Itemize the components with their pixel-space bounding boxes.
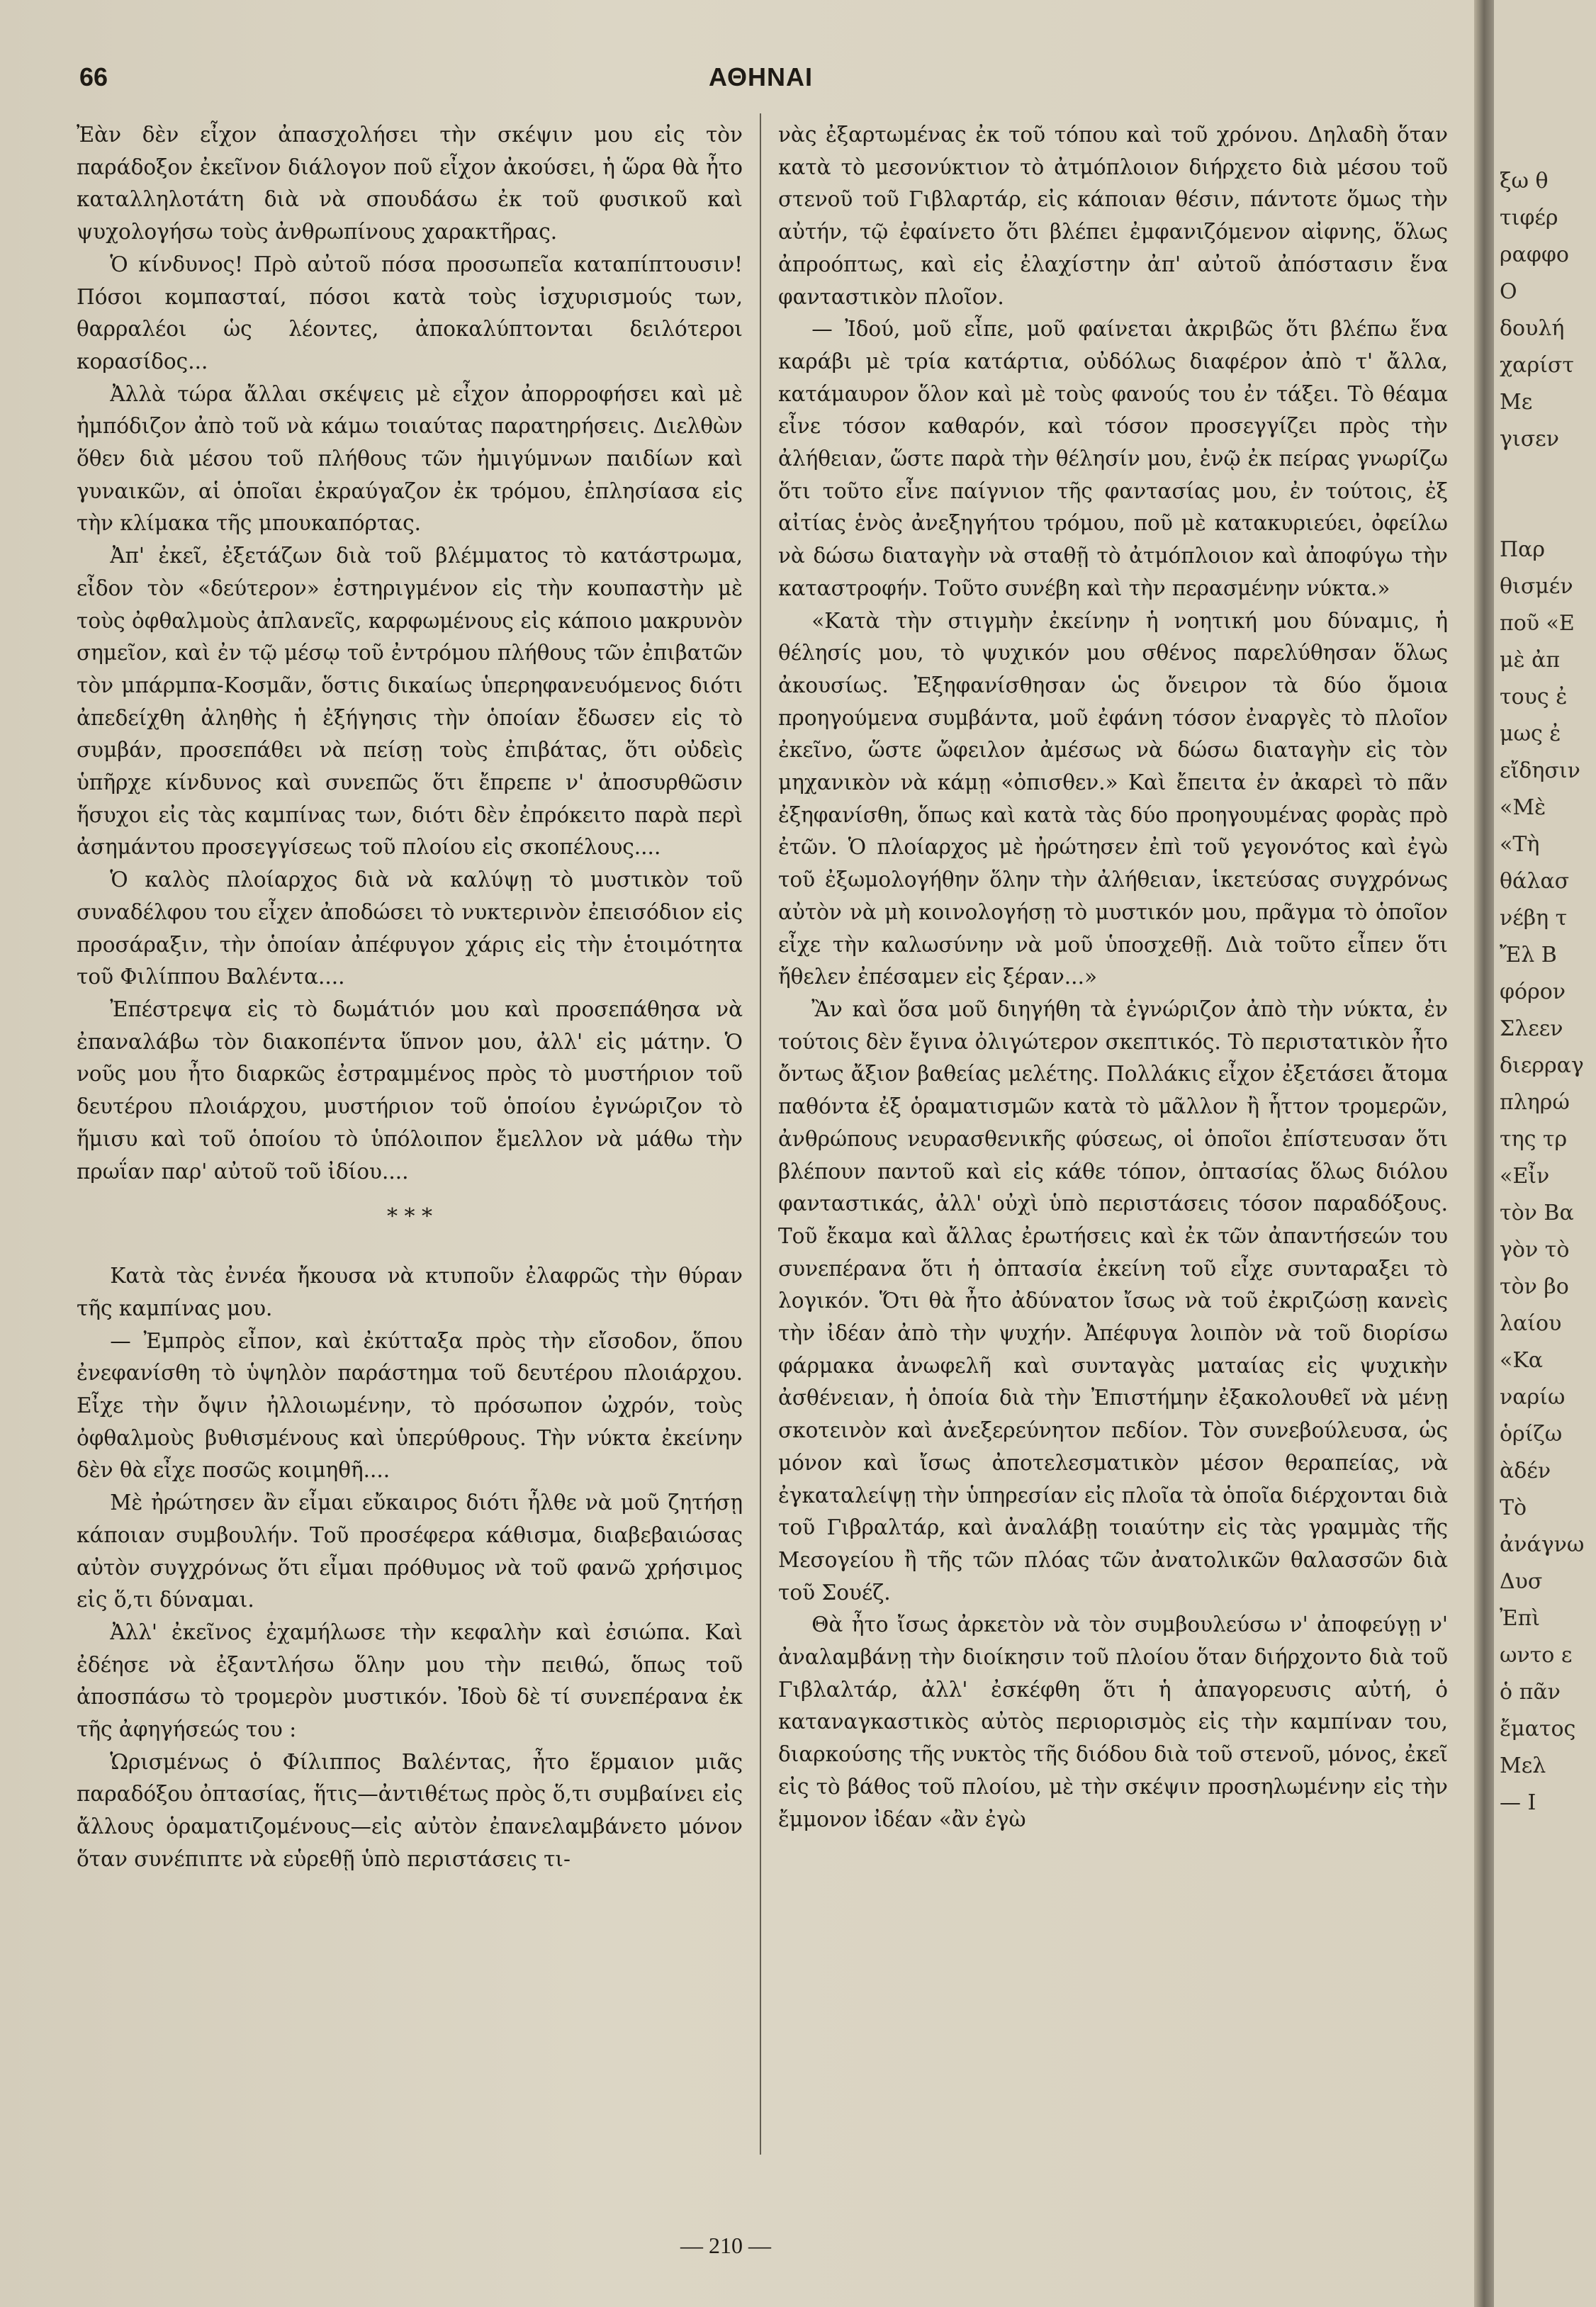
section-break-asterism: * * * — [386, 1204, 433, 1230]
page-number: 66 — [79, 62, 108, 91]
right-column — [778, 119, 1448, 1836]
adjacent-page-line: ὁρίζω — [1500, 1422, 1563, 1447]
adjacent-page-line: ναρίω — [1500, 1385, 1566, 1410]
adjacent-page-line: — Ι — [1500, 1790, 1536, 1815]
adjacent-page-line: γὸν τὸ — [1500, 1237, 1570, 1262]
adjacent-page-line: ὰδέν — [1500, 1459, 1551, 1483]
adjacent-page-line: ὁ πᾶν — [1500, 1680, 1561, 1705]
adjacent-page-line: διερραγ — [1500, 1053, 1584, 1078]
adjacent-page-line: Ἐπὶ — [1500, 1606, 1541, 1631]
paragraph: Ἐὰν δὲν εἶχον ἀπασχολήσει τὴν σκέψιν μου εἰς τὸν παράδοξον ἐκεῖνον διάλογον ποῦ εἶχον ἀκούσει, ἡ ὥρα θὰ ἦτο καταλληλοτάτη διὰ νὰ σπουδάσω ἐκ τοῦ φυσικοῦ καὶ ψυχολογήσω τοὺς ἀνθρωπίνους χαρακτῆρας. — [77, 123, 743, 245]
paragraph: Κατὰ τὰς ἐννέα ἤκουσα νὰ κτυποῦν ἐλαφρῶς τὴν θύραν τῆς καμπίνας μου. — [77, 1264, 743, 1320]
adjacent-page-line: μως ἐ — [1500, 722, 1561, 746]
adjacent-page-line: θάλασ — [1500, 869, 1570, 894]
adjacent-page-line: Σλεεν — [1500, 1016, 1563, 1041]
paragraph: Ὁ καλὸς πλοίαρχος διὰ νὰ καλύψῃ τὸ μυστικὸν τοῦ συναδέλφου του εἶχεν ἀποδώσει τὸ νυκτερινὸν ἐπεισόδιον εἰς προσάραξιν, τὴν ὁποίαν ἀπέφυγον χάρις εἰς τὴν ἑτοιμότητα τοῦ Φιλίππου Βαλέντα.... — [77, 868, 743, 989]
adjacent-page-line: νέβη τ — [1500, 906, 1568, 931]
adjacent-page-line: της τρ — [1500, 1127, 1568, 1152]
running-head: ΑΘΗΝΑΙ — [709, 62, 814, 91]
adjacent-page-line: ξω θ — [1500, 169, 1549, 193]
column-divider — [760, 113, 761, 2155]
adjacent-page-line: ποῦ «Ε — [1500, 611, 1575, 636]
adjacent-page-line: ωντο ε — [1500, 1643, 1573, 1668]
adjacent-page-line: «Εἶν — [1500, 1164, 1550, 1189]
adjacent-page-line: δουλή — [1500, 316, 1565, 341]
paragraph: Ἂν καὶ ὅσα μοῦ διηγήθη τὰ ἐγνώριζον ἀπὸ τὴν νύκτα, ἐν τούτοις δὲν ἔγινα ὀλιγώτερον σκεπτικός. Τὸ περιστατικὸν ἦτο ὄντως ἄξιον βαθείας μελέτης. Πολλάκις εἶχον ἐξετάσει ἄτομα παθόντα ἐξ ὁραματισμῶν κατὰ τὸ μᾶλλον ἢ ἧττον τρομερῶν, ἀνθρώπους νευρασθενικῆς φύσεως, οἱ ὁποῖοι ἐπίστευσαν ὅτι βλέπουν παντοῦ καὶ εἰς κάθε τόπον, ὀπτασίας ὅλως διόλου φανταστικάς, ἀλλ' οὐχὶ ὑπὸ περιστάσεις τόσον παραδόξους. Τοῦ ἔκαμα καὶ ἄλλας ἐρωτήσεις καὶ ἐκ τῶν ἀπαντήσεών του συνεπέρανα ὅτι ἡ ὀπτασία ἐκείνη τοῦ εἶχε συνταραξει τὸ λογικόν. Ὅτι θὰ ἦτο ἀδύνατον ἴσως νὰ τοῦ ἐκριζώσῃ κανεὶς τὴν ἰδέαν ἀπὸ τὴν ψυχήν. Ἀπέφυγα λοιπὸν νὰ τοῦ διορίσω φάρμακα ἀνωφελῆ καὶ συνταγὰς ματαίας εἰς ψυχικὴν ἀσθένειαν, ἡ ὁποία διὰ τὴν Ἐπιστήμην ἐξακολουθεῖ νὰ μένῃ σκοτεινὸν καὶ ἀνεξερεύνητον πεδίον. Τὸν συνεβούλευσα, ὡς μόνον καὶ ἴσως ἀποτελεσματικὸν μέσον θεραπείας, νὰ ἐγκαταλείψῃ τὴν ὑπηρεσίαν εἰς πλοῖα τὰ ὁποῖα διέρχονται διὰ τοῦ Γιβραλτάρ, καὶ ἀναλάβῃ τοιαύτην εἰς τὰς γραμμὰς τῆς Μεσογείου ἢ τῆς τῶν πλόας τῶν ἀνατολικῶν θαλασσῶν διὰ τοῦ Σουέζ. — [778, 997, 1448, 1605]
adjacent-page-line — [1494, 458, 1596, 495]
adjacent-page-line: «Τὴ — [1500, 832, 1540, 857]
adjacent-page-line: Δυσ — [1500, 1569, 1543, 1594]
book-gutter — [1474, 0, 1494, 2307]
adjacent-page-line: γισεν — [1500, 427, 1559, 451]
adjacent-page-line: λαίου — [1500, 1311, 1562, 1336]
adjacent-page-edge — [1494, 0, 1596, 2307]
adjacent-page-line: ἔματος — [1500, 1717, 1576, 1741]
left-column — [77, 119, 743, 1876]
paragraph: Ἀλλὰ τώρα ἄλλαι σκέψεις μὲ εἶχον ἀπορροφήσει καὶ μὲ ἠμπόδιζον ἀπὸ τοῦ νὰ κάμω τοιαύτας παρατηρήσεις. Διελθὼν ὅθεν διὰ μέσου τοῦ πλήθους τῶν ἠμιγύμνων παιδίων καὶ γυναικῶν, αἱ ὁποῖαι ἐκραύγαζον ἐκ τρόμου, ἐπλησίασα εἰς τὴν κλίμακα τῆς μπουκαπόρτας. — [77, 381, 743, 536]
adjacent-page-line: Ο — [1500, 279, 1517, 304]
adjacent-page-line: Μελ — [1500, 1753, 1546, 1778]
paragraph: Ὡρισμένως ὁ Φίλιππος Βαλέντας, ἦτο ἕρμαιον μιᾶς παραδόξου ὀπτασίας, ἥτις—ἀντιθέτως πρὸς ὅ,τι συμβαίνει εἰς ἄλλους ὁραματιζομένους—εἰς αὐτὸν ἐπανελαμβάνετο μόνον ὅταν συνέπιπτε νὰ εὑρεθῇ ὑπὸ περιστάσεις τι- — [77, 1749, 743, 1871]
adjacent-page-line — [1494, 495, 1596, 532]
adjacent-page-line: θισμέν — [1500, 574, 1573, 599]
paragraph: Ἐπέστρεψα εἰς τὸ δωμάτιόν μου καὶ προσεπάθησα νὰ ἐπαναλάβω τὸν διακοπέντα ὕπνον μου, ἀλλ' εἰς μάτην. Ὁ νοῦς μου ἦτο διαρκῶς ἐστραμμένος πρὸς τὸ μυστήριον τοῦ δευτέρου πλοιάρχου, μυστήριον τοῦ ὁποίου ἐγνώριζον τὸ ἥμισυ καὶ τοῦ ὁποίου τὸ ὑπόλοιπον ἔμελλον νὰ μάθω τὴν πρωΐαν παρ' αὐτοῦ τοῦ ἰδίου.... — [77, 997, 743, 1184]
adjacent-page-line: Ἔλ Β — [1500, 943, 1557, 967]
adjacent-page-line: ἀνάγνω — [1500, 1532, 1585, 1557]
adjacent-page-line: «Μὲ — [1500, 795, 1546, 820]
adjacent-page-line: τὸν βο — [1500, 1274, 1569, 1299]
adjacent-page-line: Παρ — [1500, 537, 1546, 562]
paragraph: — Ἐμπρὸς εἶπον, καὶ ἐκύτταξα πρὸς τὴν εἴσοδον, ὅπου ἐνεφανίσθη τὸ ὑψηλὸν παράστημα τοῦ δευτέρου πλοιάρχου. Εἶχε τὴν ὄψιν ἠλλοιωμένην, τὸ πρόσωπον ὠχρόν, τοὺς ὀφθαλμοὺς βυθισμένους καὶ ὑπερύθρους. Τὴν νύκτα ἐκείνην δὲν θὰ εἶχε ποσῶς κοιμηθῆ.... — [77, 1328, 743, 1483]
paragraph: Ἀλλ' ἐκεῖνος ἐχαμήλωσε τὴν κεφαλὴν καὶ ἐσιώπα. Καὶ ἐδέησε νὰ ἐξαντλήσω ὅλην μου τὴν πειθώ, ὅπως τοῦ ἀποσπάσω τὸ τρομερὸν μυστικόν. Ἰδοὺ δὲ τί συνεπέρανα ἐκ τῆς ἀφηγήσεώς του : — [77, 1620, 743, 1742]
adjacent-page-line: εἴδησιν — [1500, 758, 1580, 783]
paragraph: Θὰ ἦτο ἴσως ἀρκετὸν νὰ τὸν συμβουλεύσω ν' ἀποφεύγῃ ν' ἀναλαμβάνῃ τὴν διοίκησιν τοῦ πλοίου ὅταν διήρχοντο διὰ τοῦ Γιβλαλτάρ, ἀλλ' ἐσκέφθη ὅτι ἡ ἀπαγορευσις αὐτή, ὁ καταναγκαστικὸς αὐτὸς περιορισμὸς εἰς τὴν καμπίναν του, διαρκούσης τῆς νυκτὸς τῆς διόδου διὰ τοῦ στενοῦ, μόνος, ἐκεῖ εἰς τὸ βάθος τοῦ πλοίου, μὲ τὴν σκέψιν προσηλωμένην εἰς τὴν ἔμμονον ἰδέαν «ἂν ἐγὼ — [778, 1612, 1448, 1831]
adjacent-page-line: πληρώ — [1500, 1090, 1570, 1115]
adjacent-page-line: ραφφο — [1500, 242, 1569, 267]
page-folio: — 210 — — [680, 2233, 771, 2258]
paragraph: «Κατὰ τὴν στιγμὴν ἐκείνην ἡ νοητική μου δύναμις, ἡ θέλησίς μου, τὸ ψυχικόν μου σθένος παρελύθησαν ὅλως ἀκουσίως. Ἐξηφανίσθησαν ὡς ὄνειρον τὰ δύο ὅμοια προηγούμενα συμβάντα, μοῦ ἐφάνη τόσον ἐναργὲς τὸ πλοῖον ἐκεῖνο, ὥστε ὤφειλον ἀμέσως νὰ δώσω διαταγὴν εἰς τὸν μηχανικὸν νὰ κάμῃ «ὀπισθεν.» Καὶ ἔπειτα ἐν ἀκαρεὶ τὸ πᾶν ἐξηφανίσθη, ὅπως καὶ κατὰ τὰς δύο προηγουμένας φορὰς πρὸ ἐτῶν. Ὁ πλοίαρχος μὲ ἠρώτησεν ἐπὶ τοῦ γεγονότος καὶ ἐγὼ τοῦ ἐξωμολογήθην ὅλην τὴν ἀλήθειαν, ἱκετεύσας συγχρόνως αὐτὸν νὰ μὴ κοινολογήσῃ τὸ μυστικόν μου, πρᾶγμα τὸ ὁποῖον εἶχε τὴν καλωσύνην νὰ μοῦ ὑποσχεθῇ. Διὰ τοῦτο εἶπεν ὅτι ἤθελεν ἐπέσαμεν εἰς ξέραν...» — [778, 608, 1448, 989]
adjacent-page-line: χαρίστ — [1500, 353, 1574, 378]
paragraph: νὰς ἐξαρτωμένας ἐκ τοῦ τόπου καὶ τοῦ χρόνου. Δηλαδὴ ὅταν κατὰ τὸ μεσονύκτιον τὸ ἀτμόπλοιον διήρχετο διὰ μέσου τοῦ στενοῦ τοῦ Γιβλαρτάρ, εἰς κάποιαν θέσιν, πάντοτε ὅμως τὴν αὐτήν, τῷ ἐφαίνετο ὅτι βλέπει ἐμφανιζόμενον αἰφνης, ὅλως ἀπροόπτως, καὶ εἰς ἐλαχίστην ἀπ' αὐτοῦ ἀπόστασιν ἕνα φανταστικὸν πλοῖον. — [778, 123, 1448, 309]
paragraph: Ἀπ' ἐκεῖ, ἐξετάζων διὰ τοῦ βλέμματος τὸ κατάστρωμα, εἶδον τὸν «δεύτερον» ἐστηριγμένον εἰς τὴν κουπαστὴν μὲ τοὺς ὀφθαλμοὺς ἀπλανεῖς, καρφωμένους εἰς κάποιο μακρυνὸν σημεῖον, καὶ ἐν τῷ μέσῳ τοῦ ἐντρόμου πλήθους τῶν ἐπιβατῶν τὸν μπάρμπα-Κοσμᾶν, ὅστις δικαίως ὑπερηφανευόμενος διότι ἀπεδείχθη ἀληθὴς ἡ ἐξήγησις τὴν ὁποίαν ἔδωσεν εἰς τὸ συμβάν, προσεπάθει νὰ πείσῃ τοὺς ἐπιβάτας, ὅτι οὐδεὶς ὑπῆρχε κίνδυνος καὶ συνεπῶς ὅτι ἔπρεπε ν' ἀποσυρθῶσιν ἥσυχοι εἰς τὰς καμπίνας των, διότι δὲν ἐπρόκειτο παρὰ περὶ ἀσημάντου προσεγγίσεως τοῦ πλοίου εἰς σκοπέλους.... — [77, 544, 743, 860]
paragraph: Ὁ κίνδυνος! Πρὸ αὐτοῦ πόσα προσωπεῖα καταπίπτουσιν! Πόσοι κομπασταί, πόσοι κατὰ τοὺς ἰσχυρισμούς των, θαρραλέοι ὡς λέοντες, ἀποκαλύπτονται δειλότεροι κορασίδος... — [77, 252, 743, 374]
adjacent-page-line: τὸν Βα — [1500, 1201, 1574, 1225]
paragraph: Μὲ ἠρώτησεν ἂν εἶμαι εὔκαιρος διότι ἦλθε νὰ μοῦ ζητήσῃ κάποιαν συμβουλήν. Τοῦ προσέφερα κάθισμα, διαβεβαιώσας αὐτὸν συγχρόνως ὅτι εἶμαι πρόθυμος νὰ τοῦ φανῶ χρήσιμος εἰς ὅ,τι δύναμαι. — [77, 1491, 743, 1612]
adjacent-page-line: Τὸ — [1500, 1495, 1527, 1520]
adjacent-page-line: μὲ ἀπ — [1500, 648, 1561, 673]
adjacent-page-text — [1494, 163, 1596, 1822]
adjacent-page-line: Με — [1500, 390, 1533, 415]
adjacent-page-line: «Κα — [1500, 1348, 1544, 1373]
adjacent-page-line: φόρον — [1500, 980, 1566, 1004]
adjacent-page-line: τιφέρ — [1500, 206, 1558, 230]
paragraph: — Ἰδού, μοῦ εἶπε, μοῦ φαίνεται ἀκριβῶς ὅτι βλέπω ἕνα καράβι μὲ τρία κατάρτια, οὐδόλως διαφέρον ἀπὸ τ' ἄλλα, κατάμαυρον ὅλον καὶ μὲ τοὺς φανούς του ἐν τάξει. Τὸ θέαμα εἶνε τόσον καθαρόν, καὶ τόσον προσεγγίζει πρὸς τὴν ἀλήθειαν, ὥστε παρὰ τὴν θέλησίν μου, ἐνῷ ἐκ πείρας γνωρίζω ὅτι τοῦτο εἶνε παίγνιον τῆς φαντασίας μου, ἐν τούτοις, ἐξ αἰτίας ἑνὸς ἀνεξηγήτου τρόμου, ποῦ μὲ κατακυριεύει, ὀφείλω νὰ δώσω διαταγὴν νὰ σταθῇ τὸ ἀτμόπλοιον καὶ ἀποφύγω τὴν καταστροφήν. Τοῦτο συνέβη καὶ τὴν περασμένην νύκτα.» — [778, 317, 1448, 600]
adjacent-page-line: τους ἐ — [1500, 685, 1568, 709]
